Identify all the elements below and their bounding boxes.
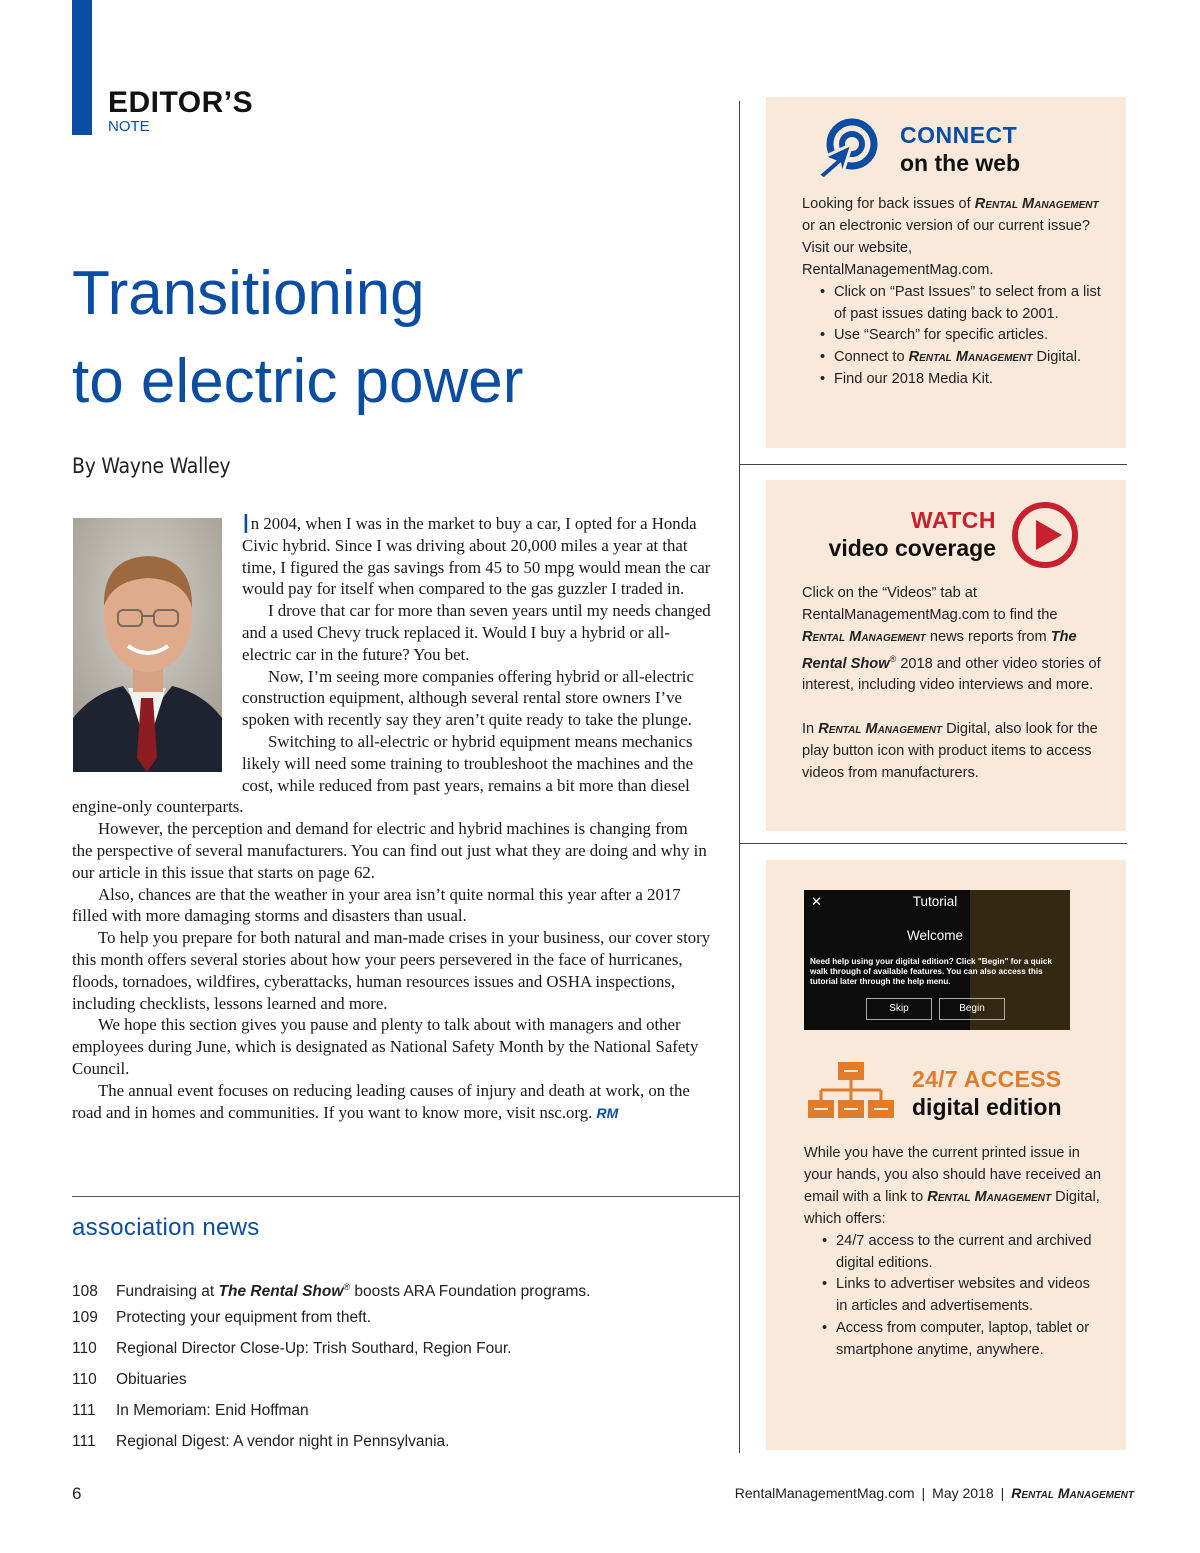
article-headline: [72, 250, 712, 426]
footer-site: RentalManagementMag.com: [734, 1485, 915, 1501]
play-button-icon: [1010, 500, 1080, 575]
headline-line-1: Transitioning: [72, 259, 425, 328]
divider: [72, 1196, 740, 1197]
list-item: 111 Regional Digest: A vendor night in Pennsylvania.: [72, 1429, 732, 1460]
headline-line-2: to electric power: [72, 347, 524, 416]
connect-heading: CONNECT on the web: [900, 122, 1021, 176]
list-item: • Click on “Past Issues” to select from a list of past issues dating back to 2001.: [820, 282, 1102, 326]
list-item: • 24/7 access to the current and archived digital editions.: [822, 1231, 1104, 1275]
article-paragraph: To help you prepare for both natural and man-made crises in your business, our cover story this month offers several stories about how your peers persevered in the face of hurricanes, floods, tornadoes, wildfires, cyberattacks, human resources issues and OSHA inspections, including checklists, lessons learned and more.: [72, 928, 711, 1013]
target-cursor-icon: [804, 117, 888, 184]
tutorial-welcome: Welcome: [906, 928, 964, 943]
article-paragraph: I drove that car for more than seven years until my needs changed and a used Chevy truck replaced it. Would I buy a hybrid or all-electric car in the future? You bet.: [242, 601, 711, 664]
close-icon: ✕: [811, 894, 822, 909]
connect-text: Looking for back issues of Rental Management or an electronic version of our current issue? Visit our website, RentalManagementMag.com. • Click on “Past Issues” to select from a list of past issues dating back to 2001. • Use “Search” for specific articles. • Connect to Rental Management Digital. • Find our 2018 Media Kit.: [802, 194, 1102, 391]
list-item: 110 Regional Director Close-Up: Trish Southard, Region Four.: [72, 1336, 732, 1367]
drop-cap: I: [242, 508, 250, 539]
tutorial-begin-button: Begin: [939, 998, 1005, 1020]
section-accent-bar: [72, 0, 92, 135]
show-name: The Rental Show: [218, 1283, 344, 1301]
page-ref: 110: [72, 1371, 97, 1388]
sidebar-divider: [739, 464, 1127, 465]
access-text: While you have the current printed issue in your hands, you also should have received an email with a link to Rental Management Digital, which offers: • 24/7 access to the current and archived digital editions. • Links to advertiser websites and videos in articles and advertisements. • Access from computer, laptop, tablet or smartphone anytime, anywhere.: [804, 1143, 1104, 1362]
article-paragraph: Switching to all-electric or hybrid equipment means mechanics likely will need some training to troubleshoot the machines and the cost, while reduced from past years, remains a bit more than diesel engine-only counterparts.: [72, 731, 694, 817]
access-box: [766, 860, 1126, 1450]
tutorial-title: Tutorial: [912, 894, 958, 909]
section-subtitle: NOTE: [108, 118, 150, 135]
tutorial-body: Need help using your digital edition? Click "Begin" for a quick walk through of available features. You can also access this tutorial later through the help menu.: [810, 957, 1053, 986]
article-paragraph: However, the perception and demand for electric and hybrid machines is changing from the perspective of several manufacturers. You can find out just what they are doing and why in our article in this issue that starts on page 62.: [72, 819, 707, 882]
section-label: [108, 86, 253, 134]
rm-signoff: RM: [596, 1104, 619, 1121]
access-heading: 24/7 ACCESS digital edition: [912, 1066, 1062, 1120]
list-item: • Links to advertiser websites and videos in articles and advertisements.: [822, 1274, 1104, 1318]
sitemap-icon: [808, 1060, 894, 1127]
section-title: EDITOR’S: [108, 86, 254, 119]
tutorial-skip-button: Skip: [866, 998, 932, 1020]
page-ref: 110: [72, 1340, 97, 1357]
page-footer: RentalManagementMag.com | May 2018 | Rental Management: [734, 1485, 1134, 1501]
watch-box: [766, 480, 1126, 831]
byline: By Wayne Walley: [72, 454, 231, 478]
page-number: 6: [72, 1484, 82, 1503]
sidebar-divider: [739, 843, 1127, 844]
page-ref: 111: [72, 1402, 96, 1419]
footer-issue: May 2018: [932, 1485, 994, 1501]
list-item: • Use “Search” for specific articles.: [820, 325, 1102, 347]
article-body: [72, 508, 712, 1124]
watch-heading: WATCH video coverage: [828, 507, 996, 561]
portrait-wrap-spacer: [72, 513, 242, 789]
article-paragraph: In 2004, when I was in the market to buy a car, I opted for a Honda Civic hybrid. Since I was driving about 20,000 miles a year at that time, I figured the gas savings from 45 to 50 mpg would mean the car would pay for itself when compared to the gas guzzler I traded in.: [242, 508, 711, 599]
list-item: • Find our 2018 Media Kit.: [820, 369, 1102, 391]
list-item: 111 In Memoriam: Enid Hoffman: [72, 1398, 732, 1429]
watch-text: Click on the “Videos” tab at RentalManagementMag.com to find the Rental Management news reports from The Rental Show® 2018 and other video stories of interest, including video interviews and more. In Rental Management Digital, also look for the play button icon with product items to access videos from manufacturers.: [802, 585, 1101, 782]
brand-name: Rental Management: [974, 196, 1099, 212]
list-item: • Connect to Rental Management Digital.: [820, 347, 1102, 369]
list-item: 108 Fundraising at The Rental Show® boosts ARA Foundation programs.: [72, 1274, 732, 1305]
article-paragraph: The annual event focuses on reducing leading causes of injury and death at work, on the road and in homes and communities. If you want to know more, visit nsc.org. RM: [72, 1080, 690, 1122]
article-paragraph: Now, I’m seeing more companies offering hybrid or all-electric construction equipment, although several rental store owners I’ve spoken with recently say they aren’t quite ready to take the plunge.: [242, 666, 694, 730]
footer-brand: Rental Management: [1011, 1485, 1134, 1501]
tutorial-screenshot: [804, 890, 1070, 1030]
association-news-list: [72, 1274, 732, 1460]
list-item: • Access from computer, laptop, tablet or smartphone anytime, anywhere.: [822, 1318, 1104, 1362]
page-ref: 109: [72, 1309, 98, 1326]
article-paragraph: Also, chances are that the weather in your area isn’t quite normal this year after a 2017 filled with more damaging storms and disasters than usual.: [72, 884, 681, 926]
page-ref: 108: [72, 1283, 98, 1301]
list-item: 109 Protecting your equipment from theft.: [72, 1305, 732, 1336]
association-news-title: association news: [72, 1214, 260, 1241]
page-ref: 111: [72, 1433, 96, 1450]
list-item: 110 Obituaries: [72, 1367, 732, 1398]
column-divider: [739, 101, 740, 1453]
connect-box: [766, 97, 1126, 448]
article-paragraph: We hope this section gives you pause and plenty to talk about with managers and other employees during June, which is designated as National Safety Month by the National Safety Council.: [72, 1015, 699, 1078]
